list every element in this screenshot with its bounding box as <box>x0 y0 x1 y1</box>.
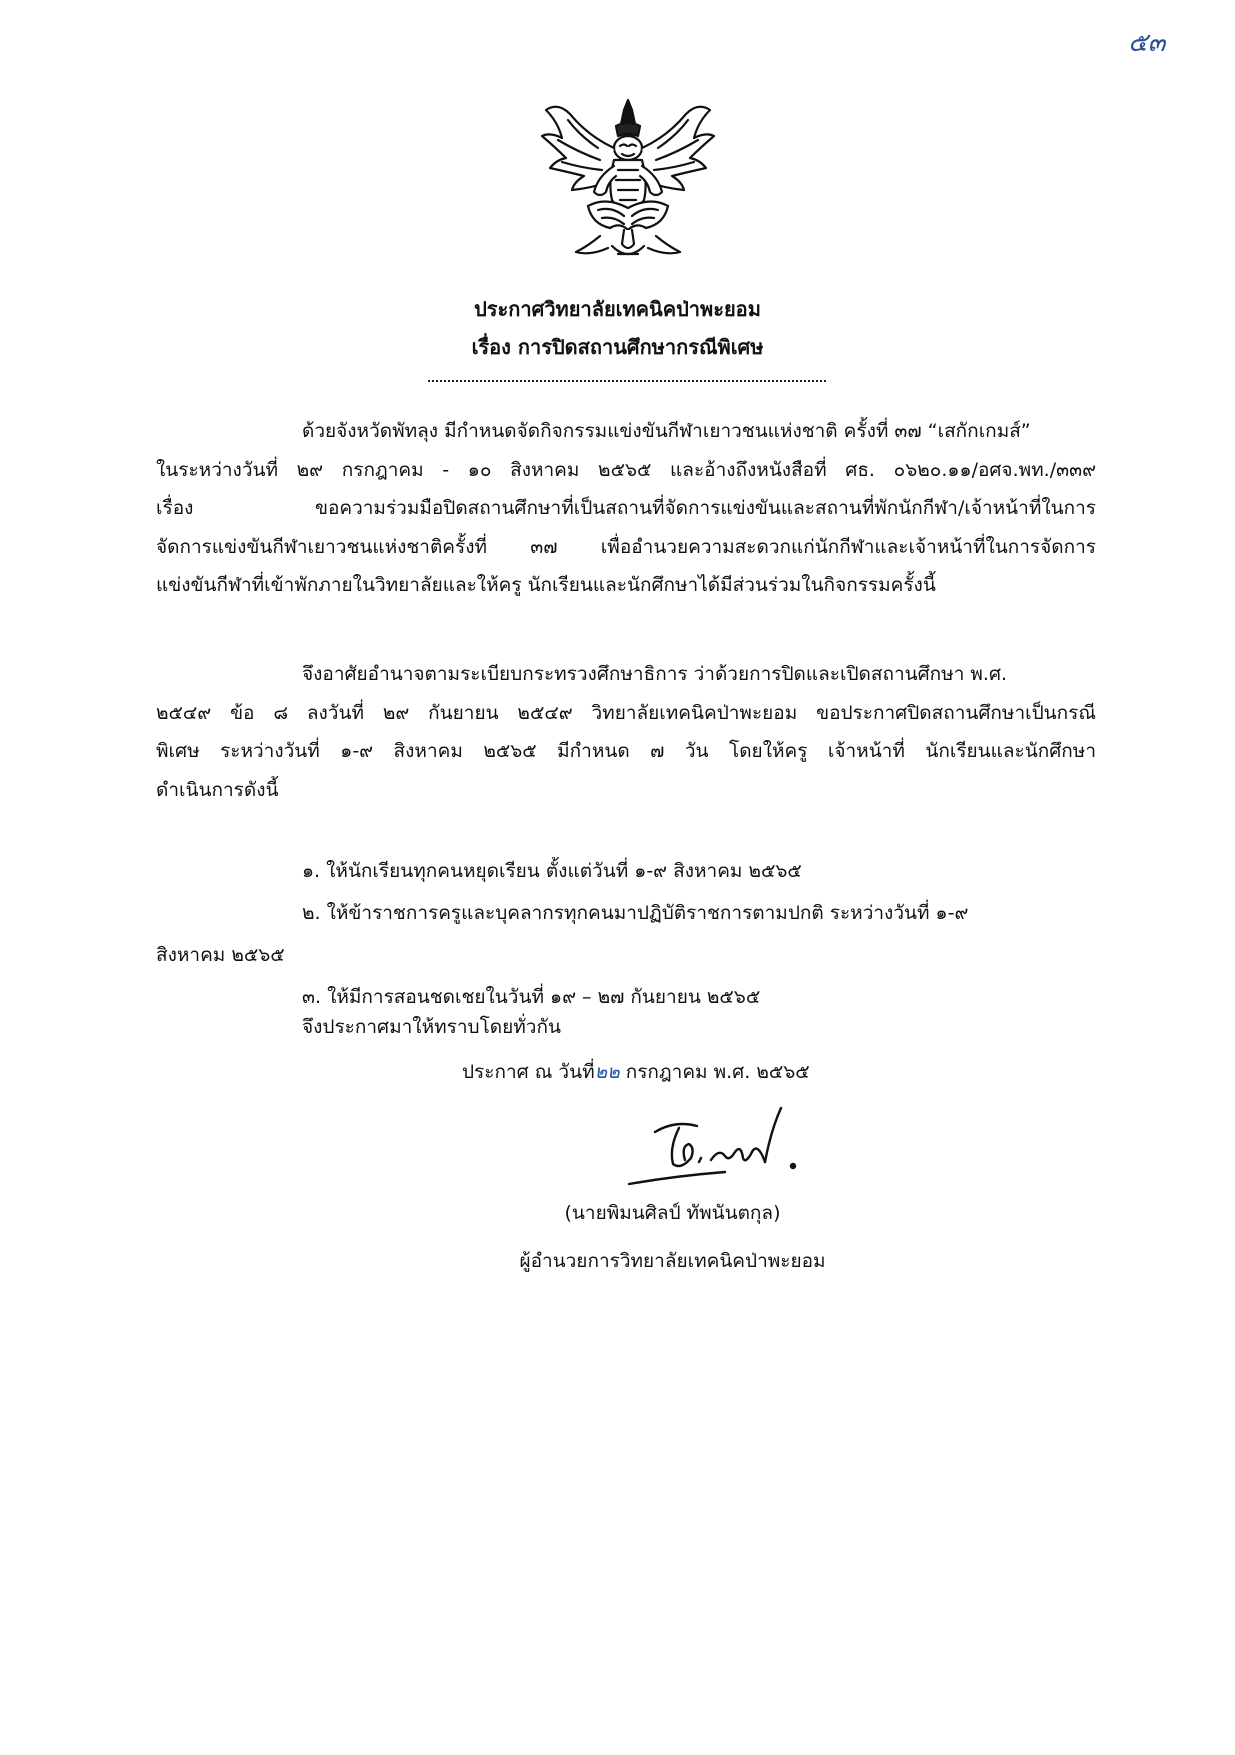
handwritten-page-number: ๕๓ <box>1128 28 1166 58</box>
announcement-subject: เรื่อง การปิดสถานศึกษากรณีพิเศษ <box>471 335 764 359</box>
date-day: ๒๒ <box>594 1061 620 1083</box>
handwritten-signature <box>615 1100 815 1210</box>
paragraph-1 <box>156 412 1096 605</box>
paragraph-line: แข่งขันกีฬาที่เข้าพักภายในวิทยาลัยและให้ครู นักเรียนและนักศึกษาได้มีส่วนร่วมในกิจกรรมครั้งนี้ <box>156 574 936 596</box>
paragraph-line: พิเศษ ระหว่างวันที่ ๑-๙ สิงหาคม ๒๕๖๕ มีกำหนด ๗ วัน โดยให้ครู เจ้าหน้าที่ นักเรียนและนักศึกษา <box>156 740 1096 762</box>
paragraph-line: ดำเนินการดังนี้ <box>156 778 279 801</box>
date-prefix: ประกาศ ณ วันที่ <box>462 1061 595 1083</box>
list-item: ๒. ให้ข้าราชการครูและบุคลากรทุกคนมาปฏิบัติราชการตามปกติ ระหว่างวันที่ ๑-๙ <box>302 902 969 924</box>
garuda-emblem-icon <box>528 96 728 264</box>
paragraph-line: เรื่อง ขอความร่วมมือปิดสถานศึกษาที่เป็นสถานที่จัดการแข่งขันและสถานที่พักนักกีฬา/เจ้าหน้าที่ในการ <box>156 497 1096 519</box>
signer-position: ผู้อำนวยการวิทยาลัยเทคนิคป่าพะยอม <box>519 1250 826 1272</box>
paragraph-2 <box>156 655 1096 809</box>
instruction-list <box>156 850 1096 1018</box>
date-suffix: กรกฎาคม พ.ศ. ๒๕๖๕ <box>625 1061 810 1083</box>
list-item-continuation: สิงหาคม ๒๕๖๕ <box>156 944 285 966</box>
announcement-date <box>462 1057 810 1087</box>
paragraph-line: ๒๕๔๙ ข้อ ๘ ลงวันที่ ๒๙ กันยายน ๒๕๔๙ วิทยาลัยเทคนิคป่าพะยอม ขอประกาศปิดสถานศึกษาเป็นกรณี <box>156 701 1096 724</box>
paragraph-line: จัดการแข่งขันกีฬาเยาวชนแห่งชาติครั้งที่ ๓๗ เพื่ออำนวยความสะดวกแก่นักกีฬาและเจ้าหน้าที่ในการจัดการ <box>156 535 1096 558</box>
closing-statement: จึงประกาศมาให้ทราบโดยทั่วกัน <box>302 1016 561 1038</box>
list-item: ๑. ให้นักเรียนทุกคนหยุดเรียน ตั้งแต่วันที่ ๑-๙ สิงหาคม ๒๕๖๕ <box>302 860 802 882</box>
announcement-header <box>0 290 1235 366</box>
paragraph-line: จึงอาศัยอำนาจตามระเบียบกระทรวงศึกษาธิการ ว่าด้วยการปิดและเปิดสถานศึกษา พ.ศ. <box>302 663 1008 685</box>
paragraph-line: ในระหว่างวันที่ ๒๙ กรกฎาคม - ๑๐ สิงหาคม ๒๕๖๕ และอ้างถึงหนังสือที่ ศธ. ๐๖๒๐.๑๑/อศจ.พท./๓๓๙ <box>156 458 1096 481</box>
signer-name: (นายพิมนศิลป์ ทัพนันตกุล) <box>564 1202 781 1224</box>
list-item: ๓. ให้มีการสอนชดเชยในวันที่ ๑๙ – ๒๗ กันยายน ๒๕๖๕ <box>302 986 761 1008</box>
paragraph-line: ด้วยจังหวัดพัทลุง มีกำหนดจัดกิจกรรมแข่งขันกีฬาเยาวชนแห่งชาติ ครั้งที่ ๓๗ “เสกักเกมส์” <box>302 420 1031 442</box>
dotted-divider <box>428 380 826 382</box>
announcement-title: ประกาศวิทยาลัยเทคนิคป่าพะยอม <box>474 297 761 321</box>
